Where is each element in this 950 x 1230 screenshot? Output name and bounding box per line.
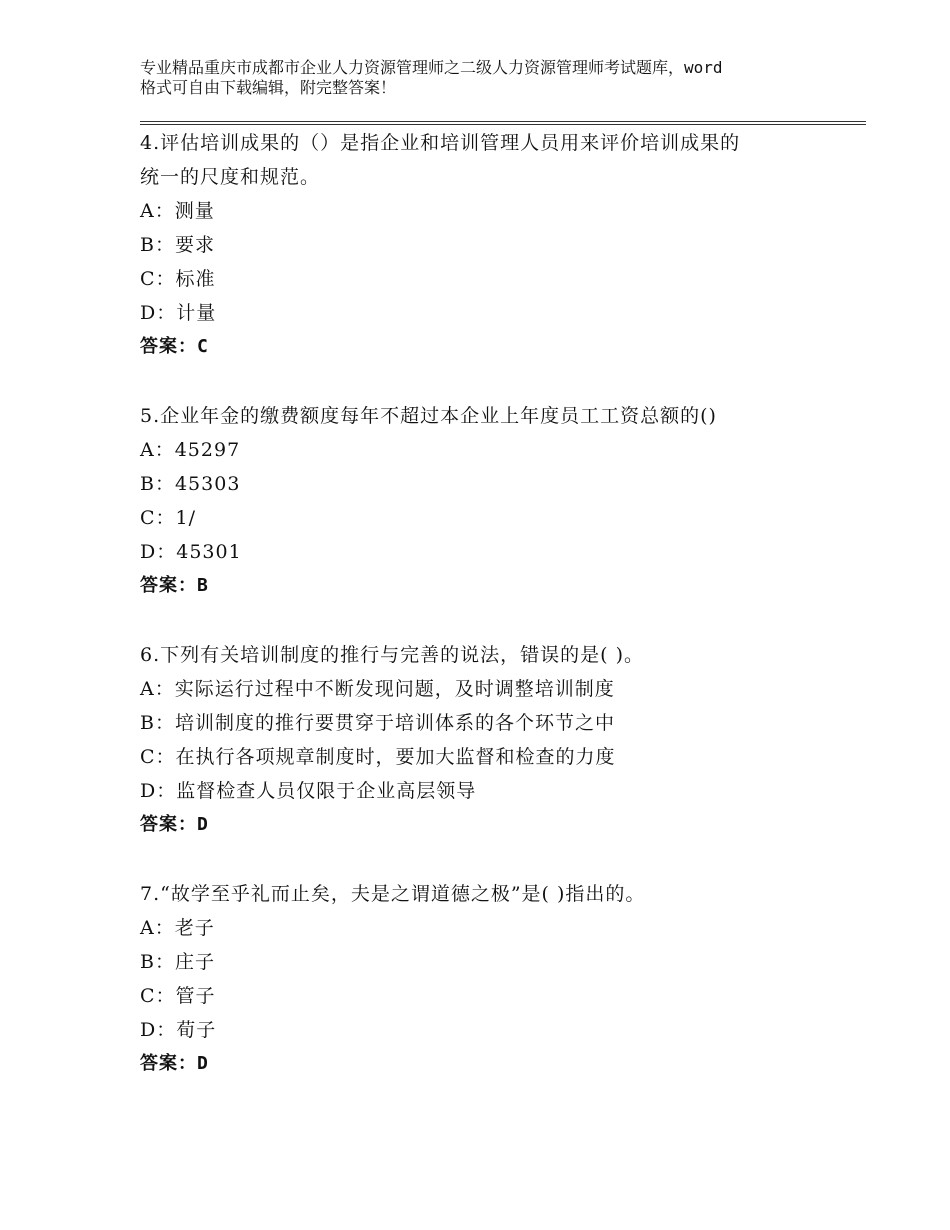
document-header bbox=[140, 58, 830, 98]
question-stem-line: 统一的尺度和规范。 bbox=[140, 166, 321, 188]
question-block-6 bbox=[140, 638, 820, 842]
option-a: A：实际运行过程中不断发现问题，及时调整培训制度 bbox=[140, 678, 615, 700]
option-b: B：要求 bbox=[140, 234, 215, 256]
option-c: C：管子 bbox=[140, 985, 216, 1007]
header-divider-bottom bbox=[140, 124, 866, 125]
answer-label: 答案：B bbox=[140, 575, 209, 596]
option-c: C：1/ bbox=[140, 507, 197, 529]
question-block-4 bbox=[140, 126, 820, 364]
option-a: A：45297 bbox=[140, 439, 241, 461]
question-block-5 bbox=[140, 399, 820, 603]
question-block-7 bbox=[140, 877, 820, 1081]
option-c: C：标准 bbox=[140, 268, 216, 290]
header-line-2: 格式可自由下载编辑，附完整答案！ bbox=[140, 78, 397, 97]
option-d: D：计量 bbox=[140, 302, 217, 324]
question-stem-line: 4.评估培训成果的（）是指企业和培训管理人员用来评价培训成果的 bbox=[140, 132, 741, 154]
option-c: C：在执行各项规章制度时，要加大监督和检查的力度 bbox=[140, 746, 616, 768]
question-stem-line: 5.企业年金的缴费额度每年不超过本企业上年度员工工资总额的() bbox=[140, 405, 717, 427]
option-d: D：监督检查人员仅限于企业高层领导 bbox=[140, 780, 477, 802]
option-d: D：荀子 bbox=[140, 1019, 217, 1041]
answer-label: 答案：D bbox=[140, 1053, 209, 1074]
answer-label: 答案：C bbox=[140, 336, 209, 357]
option-b: B：庄子 bbox=[140, 951, 215, 973]
option-a: A：老子 bbox=[140, 917, 215, 939]
question-stem-line: 7.“故学至乎礼而止矣，夫是之谓道德之极”是( )指出的。 bbox=[140, 883, 646, 905]
header-line-1: 专业精品重庆市成都市企业人力资源管理师之二级人力资源管理师考试题库，word bbox=[140, 58, 723, 77]
option-a: A：测量 bbox=[140, 200, 215, 222]
option-b: B：培训制度的推行要贯穿于培训体系的各个环节之中 bbox=[140, 712, 615, 734]
header-divider-top bbox=[140, 121, 866, 122]
option-b: B：45303 bbox=[140, 473, 241, 495]
answer-label: 答案：D bbox=[140, 814, 209, 835]
option-d: D：45301 bbox=[140, 541, 242, 563]
question-stem-line: 6.下列有关培训制度的推行与完善的说法，错误的是( )。 bbox=[140, 644, 644, 666]
